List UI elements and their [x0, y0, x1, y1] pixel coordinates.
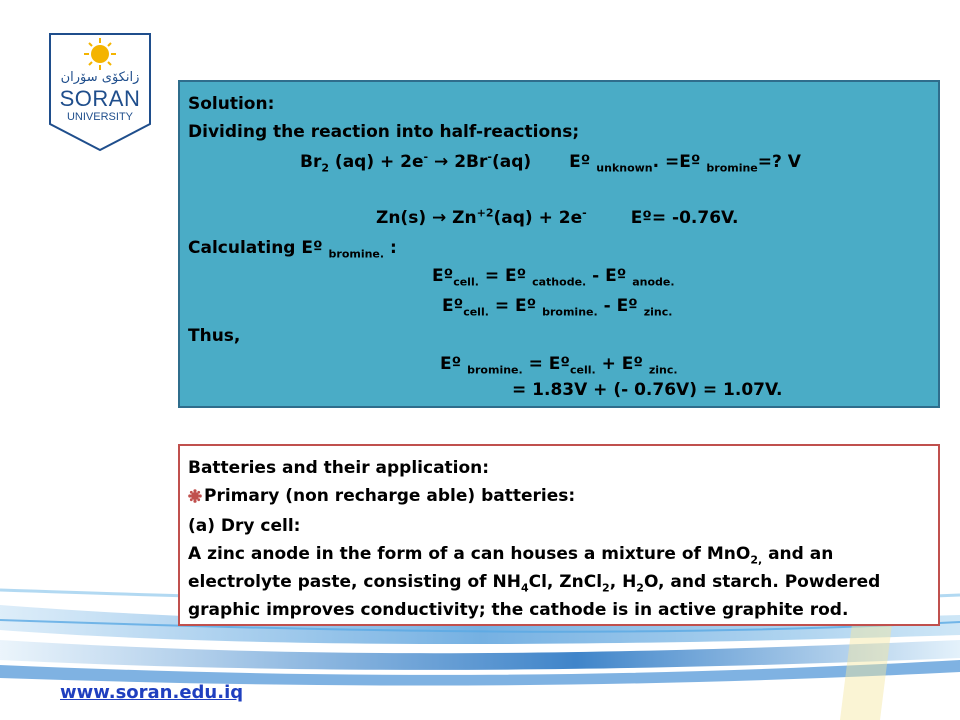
university-logo	[48, 32, 152, 152]
thus-text: Thus,	[188, 326, 241, 346]
logo-arabic-text: زانكۆی سۆران	[60, 70, 140, 85]
equation-cell-cathode: Eº$_{cell.}$ = Eº $_{cathode.}$ - Eº $_{anode.}$	[432, 266, 675, 289]
solution-box	[178, 80, 940, 408]
batteries-box	[178, 444, 940, 626]
logo-subtitle: UNIVERSITY	[66, 111, 133, 123]
logo-name: SORAN	[59, 86, 141, 111]
half-reaction-bromine: $Br_2$ (aq) + 2e- → 2Br-(aq) Eº $_{unknown}$. =Eº $_{bromine}$=? V	[300, 150, 801, 175]
description-line-3: graphic improves conductivity; the cathode is in active graphite rod.	[188, 600, 849, 620]
dividing-text: Dividing the reaction into half-reactions;	[188, 122, 580, 142]
equation-cell-bromine: Eº$_{cell.}$ = Eº $_{bromine.}$ - Eº $_{zinc.}$	[442, 296, 673, 319]
calculating-text: Calculating Eº $_{bromine.}$ :	[188, 238, 397, 261]
equation-bromine-result: Eº $_{bromine.}$ = Eº$_{cell.}$ + Eº $_{zinc.}$	[440, 354, 678, 377]
equation-final-value: = 1.83V + (- 0.76V) = 1.07V.	[512, 380, 783, 400]
description-line-2: electrolyte paste, consisting of $NH_4Cl$, ZnCl$_2$, $H_2O$, and starch. Powdered	[188, 572, 881, 595]
half-reaction-zinc: $Zn(s) \to Zn^{+2}(aq) + 2e^-$ Eº= -0.76V.	[376, 206, 739, 228]
description-line-1: A zinc anode in the form of a can houses a mixture of MnO$_{2,}$ and an	[188, 544, 834, 567]
website-link[interactable]: www.soran.edu.iq	[60, 682, 244, 703]
dry-cell-heading: (a) Dry cell:	[188, 516, 301, 536]
batteries-heading: Batteries and their application:	[188, 458, 490, 478]
solution-heading: Solution:	[188, 94, 275, 114]
primary-batteries-item: Primary (non recharge able) batteries:	[188, 486, 575, 506]
bullet-icon	[188, 489, 202, 503]
